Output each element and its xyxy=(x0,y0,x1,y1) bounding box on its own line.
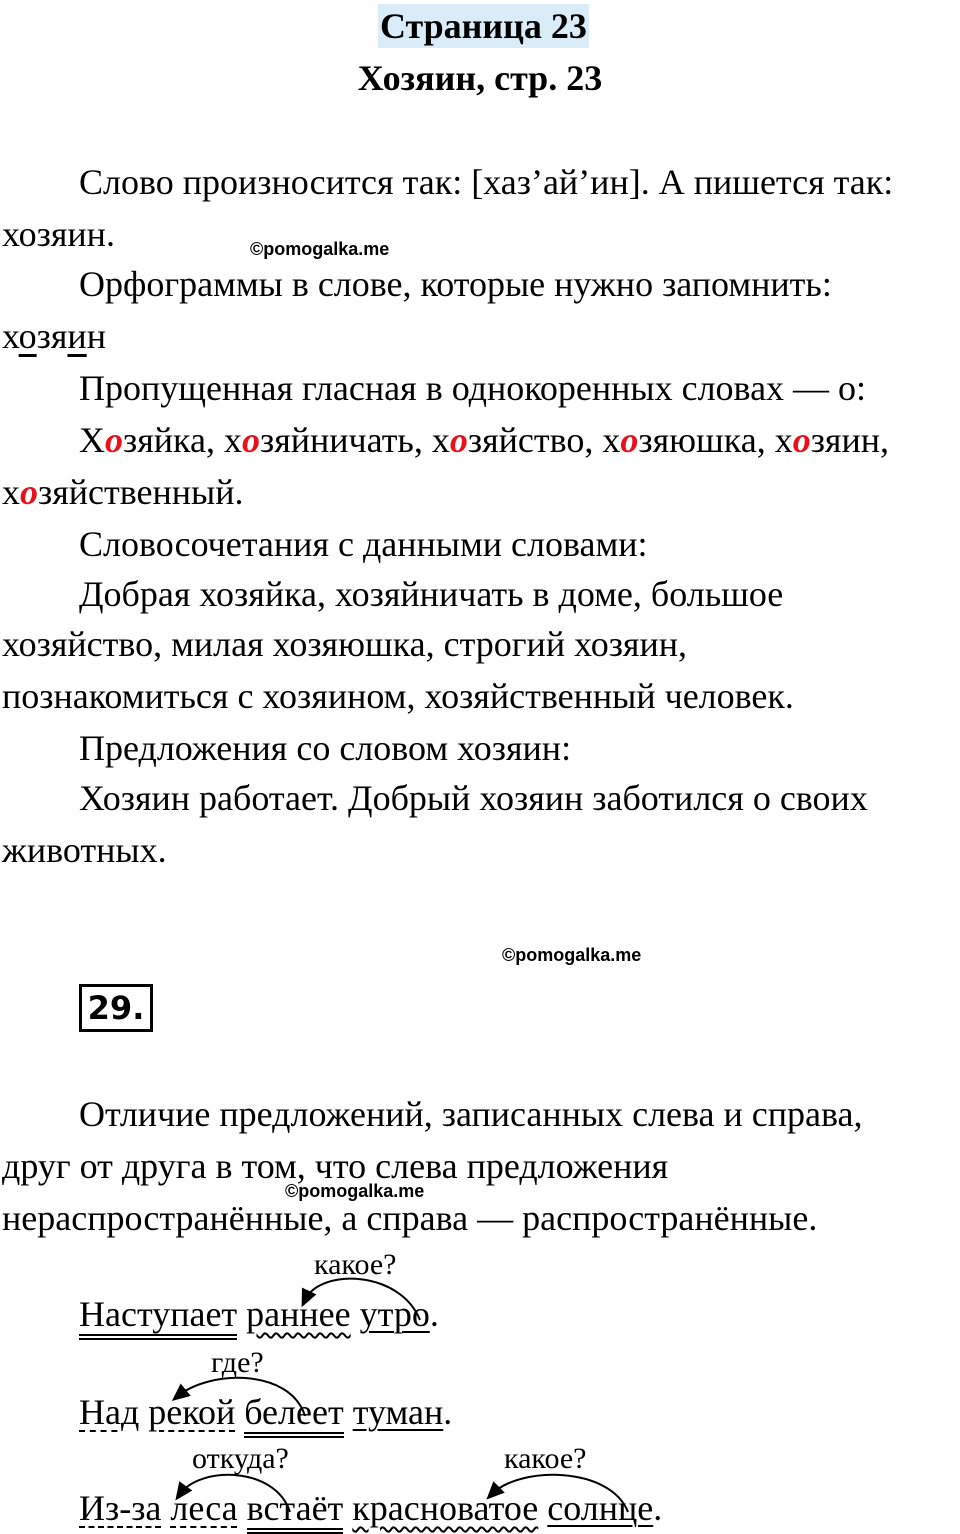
paragraph-line: Добрая хозяйка, хозяйничать в доме, большое xyxy=(79,574,784,614)
paragraph-line: Пропущенная гласная в однокоренных словах — о: xyxy=(79,368,867,408)
paragraph-line: Орфограммы в слове, которые нужно запомнить: xyxy=(79,264,832,304)
paragraph-line: Отличие предложений, записанных слева и справа, xyxy=(79,1094,863,1134)
predicate: встаёт xyxy=(247,1488,344,1534)
question-label: откуда? xyxy=(192,1442,289,1475)
question-label: какое? xyxy=(504,1442,587,1475)
paragraph-line: Словосочетания с данными словами: xyxy=(79,524,648,564)
adverbial: рекой xyxy=(148,1392,236,1432)
watermark: ©pomogalka.me xyxy=(250,239,390,259)
subject: утро xyxy=(359,1294,430,1334)
question-label: где? xyxy=(211,1346,264,1379)
predicate: Наступает xyxy=(79,1294,237,1340)
section-subtitle: Хозяин, стр. 23 xyxy=(357,58,603,98)
parsed-sentence: Из-за леса встаёт красноватое солнце. xyxy=(79,1486,662,1530)
attribute: раннее xyxy=(246,1294,351,1334)
paragraph-line: Предложения со словом хозяин: xyxy=(79,728,572,768)
paragraph-line: Хозяин работает. Добрый хозяин заботился о своих xyxy=(79,778,868,818)
spelling-word: хозяин xyxy=(2,316,106,356)
paragraph-line: хозяйство, милая хозяюшка, строгий хозяин, xyxy=(2,624,688,664)
attribute: красноватое xyxy=(352,1488,539,1528)
page-title: Страница 23 xyxy=(380,6,587,46)
adverbial: леса xyxy=(170,1488,238,1528)
parsed-sentence: Над рекой белеет туман. xyxy=(79,1390,452,1434)
exercise-number: 29. xyxy=(79,984,153,1032)
adverbial: Над xyxy=(79,1392,140,1432)
paragraph-line: нераспространённые, а справа — распространённые. xyxy=(2,1198,818,1238)
paragraph-line: познакомиться с хозяином, хозяйственный человек. xyxy=(2,676,794,716)
subject: солнце xyxy=(547,1488,654,1528)
paragraph-line: животных. xyxy=(2,830,167,870)
question-label: какое? xyxy=(314,1248,397,1281)
related-words-line: Хозяйка, хозяйничать, хозяйство, хозяюшка, хозяин, xyxy=(79,420,890,460)
adverbial: Из-за xyxy=(79,1488,162,1528)
paragraph-line: Слово произносится так: [хаз’ай’ин]. А пишется так: xyxy=(79,162,894,202)
parsed-sentence: Наступает раннее утро. xyxy=(79,1292,439,1336)
paragraph-line: хозяин. xyxy=(2,214,115,254)
paragraph-line: друг от друга в том, что слева предложения xyxy=(2,1146,669,1186)
watermark: ©pomogalka.me xyxy=(285,1181,425,1201)
watermark: ©pomogalka.me xyxy=(502,945,642,965)
predicate: белеет xyxy=(244,1392,343,1438)
related-words-line: хозяйственный. xyxy=(2,472,244,512)
subject: туман xyxy=(352,1392,444,1432)
